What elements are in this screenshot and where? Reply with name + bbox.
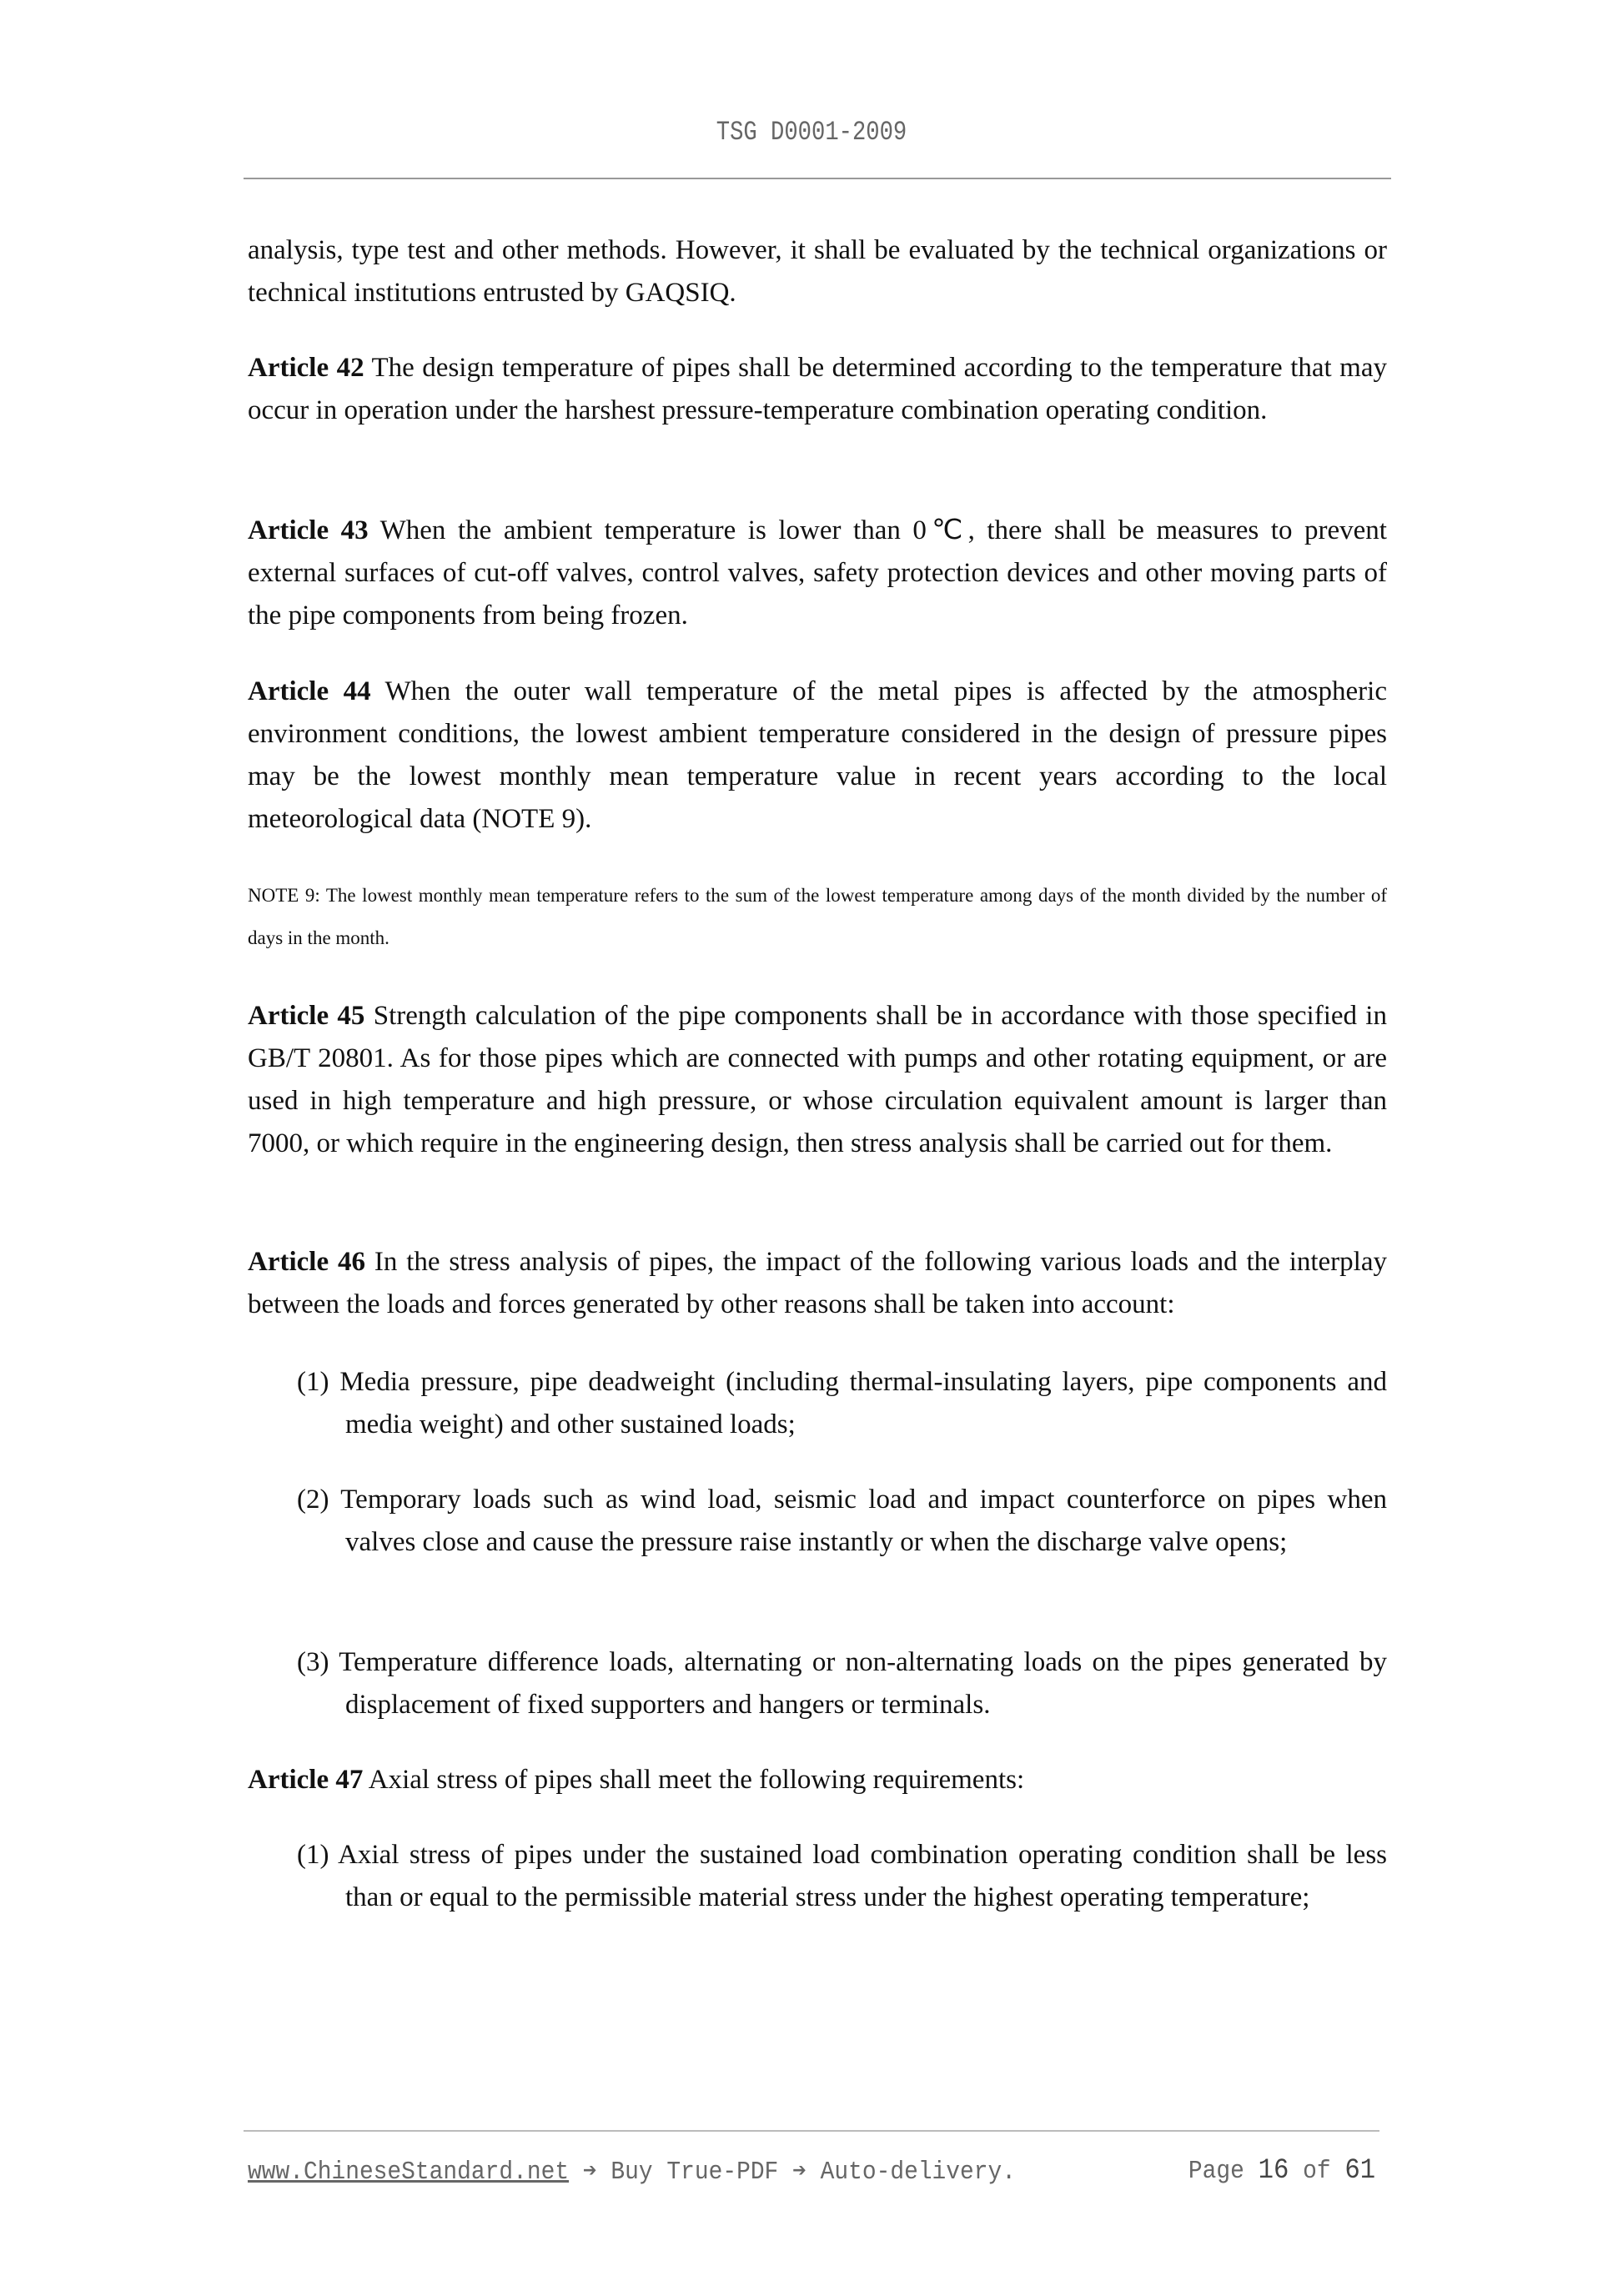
note-9: NOTE 9: The lowest monthly mean temperature refers to the sum of the lowest temperature among days of the month divided by the number of days in the month. [248,885,1387,948]
article-44 [248,671,1387,841]
article-label: Article 44 [248,676,371,706]
article-label: Article 45 [248,1001,365,1031]
article-45 [248,995,1387,1165]
footer-promo [248,2155,1016,2187]
of-label: of [1303,2157,1331,2186]
article-43 [248,510,1387,637]
article-label: Article 42 [248,353,364,383]
list-item: (2) Temporary loads such as wind load, seismic load and impact counterforce on pipes when valves close and cause the pressure raise instantly or when the discharge valve opens; [297,1485,1387,1557]
article-text: In the stress analysis of pipes, the impact of the following various loads and the interplay between the loads and forces generated by other reasons shall be taken into account: [248,1247,1387,1319]
total-pages: 61 [1344,2155,1375,2187]
article-label: Article 43 [248,515,369,545]
paragraph: analysis, type test and other methods. However, it shall be evaluated by the technical organizations or technical institutions entrusted by GAQSIQ. [248,235,1387,308]
website-link[interactable]: www.ChineseStandard.net [248,2158,570,2187]
article-label: Article 46 [248,1247,365,1277]
current-page: 16 [1258,2155,1289,2187]
article-47 [248,1759,1387,1801]
list-item: (1) Media pressure, pipe deadweight (including thermal-insulating layers, pipe components and media weight) and other sustained loads; [297,1367,1387,1439]
delivery-text: Auto-delivery. [820,2158,1017,2187]
page-number [1188,2155,1375,2187]
arrow-icon: ➔ [792,2158,806,2187]
article-text: When the outer wall temperature of the metal pipes is affected by the atmospheric environment conditions, the lowest ambient temperature considered in the design of pressure pipes may be the lowest monthly mean temperature value in recent years according to the local meteorological data (NOTE 9). [248,676,1387,834]
buy-text: Buy True-PDF [611,2158,779,2187]
list-item: (3) Temperature difference loads, alternating or non-alternating loads on the pipes generated by displacement of fixed supporters and hangers or terminals. [297,1647,1387,1720]
article-text: Axial stress of pipes shall meet the following requirements: [363,1765,1025,1795]
page-label: Page [1188,2157,1244,2186]
article-46 [248,1241,1387,1326]
article-label: Article 47 [248,1765,364,1795]
article-text: When the ambient temperature is lower than 0℃, there shall be measures to prevent external surfaces of cut-off valves, control valves, safety protection devices and other moving parts of the pipe components from being frozen. [248,515,1387,631]
article-text: The design temperature of pipes shall be determined according to the temperature that may occur in operation under the harshest pressure-temperature combination operating condition. [248,353,1387,425]
footer-rule [244,2130,1379,2132]
article-text: Strength calculation of the pipe components shall be in accordance with those specified in GB/T 20801. As for those pipes which are connected with pumps and other rotating equipment, or are used in high temperature and high pressure, or whose circulation equivalent amount is larger than 7000, or which require in the engineering design, then stress analysis shall be carried out for them. [248,1001,1387,1158]
arrow-icon: ➔ [582,2158,597,2187]
header-rule [244,178,1391,179]
list-item: (1) Axial stress of pipes under the sustained load combination operating condition shall be less than or equal to the permissible material stress under the highest operating temperature; [297,1840,1387,1912]
header-title: TSG D0001-2009 [716,117,907,148]
article-42 [248,347,1387,432]
